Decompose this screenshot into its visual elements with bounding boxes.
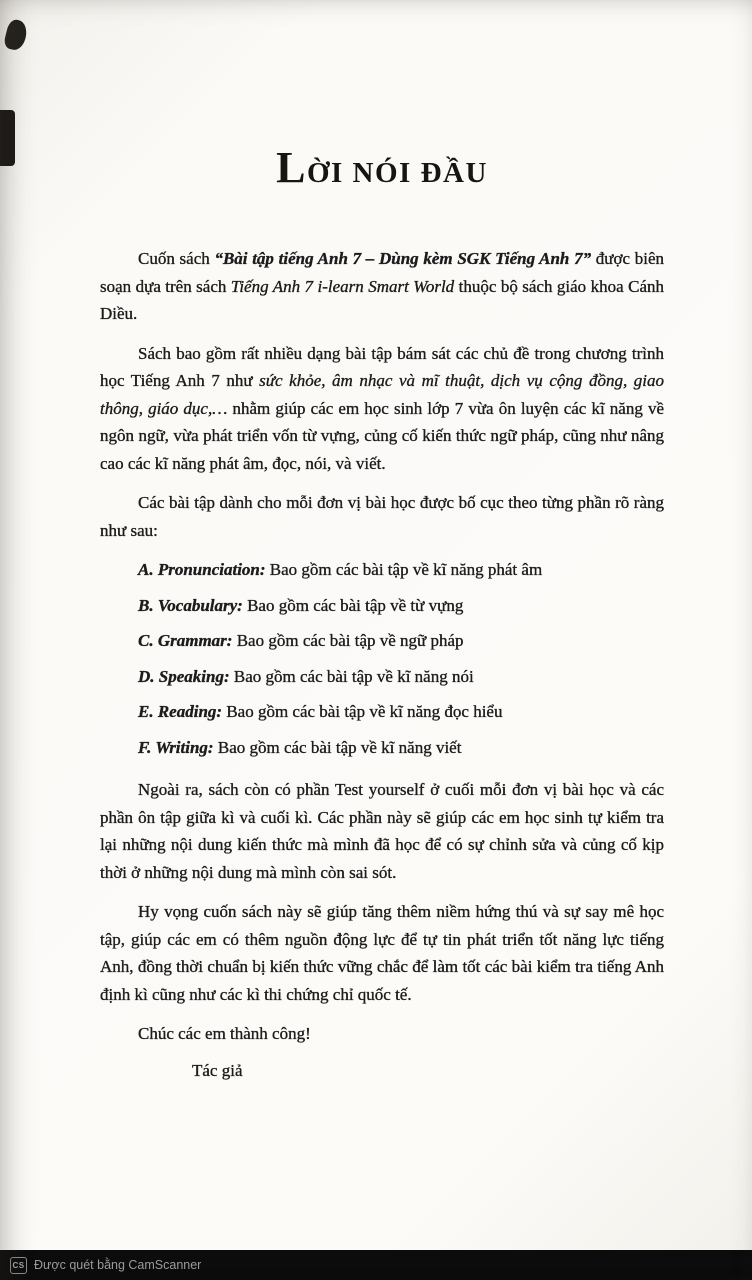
section-label: B. Vocabulary: — [138, 595, 243, 615]
section-list — [100, 556, 664, 761]
camscanner-bar — [0, 1250, 752, 1280]
section-label: D. Speaking: — [138, 666, 230, 686]
paragraph-intro — [100, 245, 664, 328]
preface-content — [100, 143, 665, 1084]
title-rest: ỜI NÓI ĐẦU — [306, 157, 488, 189]
list-item — [138, 698, 664, 726]
topics-italic-text: sức khỏe, âm nhạc và mĩ thuật, dịch vụ cộng đồng, giao thông, giáo dục,… — [100, 371, 664, 418]
list-item — [138, 627, 664, 655]
section-desc: Bao gồm các bài tập về kĩ năng nói — [229, 666, 474, 686]
text-segment: nhằm giúp các em học sinh lớp 7 vừa ôn luyện các kĩ năng về ngôn ngữ, vừa phát triển vốn từ vựng, củng cố kiến thức ngữ pháp, cũng như nâng cao các kĩ năng phát âm, đọc, nói, và viết. — [100, 398, 664, 473]
section-label: C. Grammar: — [138, 631, 233, 650]
paragraph-overview — [100, 340, 664, 478]
text-segment: Cuốn sách — [138, 249, 215, 268]
text-segment: thuộc bộ sách giáo khoa Cánh Diều. — [100, 276, 664, 323]
closing-wish: Chúc các em thành công! — [138, 1024, 311, 1043]
text-segment: Sách bao gồm rất nhiều dạng bài tập bám sát các chủ đề trong chương trình học Tiếng Anh 7 như — [100, 343, 664, 390]
section-label: E. Reading: — [138, 702, 223, 721]
section-desc: Bao gồm các bài tập về từ vựng — [242, 595, 464, 615]
list-item — [138, 734, 664, 762]
title-drop-cap: L — [276, 143, 307, 192]
scan-artifact-left-edge — [0, 110, 15, 166]
section-desc: Bao gồm các bài tập về ngữ pháp — [232, 631, 464, 650]
section-desc: Bao gồm các bài tập về kĩ năng đọc hiểu — [222, 702, 503, 721]
page-title — [100, 143, 664, 195]
section-desc: Bao gồm các bài tập về kĩ năng viết — [213, 737, 462, 757]
scan-artifact-top-left — [3, 18, 30, 52]
list-item — [138, 663, 664, 691]
book-title-text: “Bài tập tiếng Anh 7 – Dùng kèm SGK Tiếng Anh 7” — [214, 249, 592, 268]
list-item — [138, 556, 664, 584]
referenced-book-text: Tiếng Anh 7 i-learn Smart World — [230, 276, 455, 296]
author-signature: Tác giả — [192, 1060, 243, 1080]
paragraph-structure-intro: Các bài tập dành cho mỗi đơn vị bài học được bố cục theo từng phần rõ ràng như sau: — [100, 493, 664, 540]
paragraph-test-yourself: Ngoài ra, sách còn có phần Test yourself ở cuối mỗi đơn vị bài học và các phần ôn tập giữa kì và cuối kì. Các phần này sẽ giúp các em học sinh tự kiểm tra lại những nội dung kiến thức mà mình đã học để có sự chỉnh sửa và củng cố kịp thời ở những nội dung mà mình còn sai sót. — [100, 780, 664, 882]
camscanner-icon: CS — [10, 1257, 27, 1274]
list-item — [138, 592, 664, 620]
paragraph-hope: Hy vọng cuốn sách này sẽ giúp tăng thêm niềm hứng thú và sự say mê học tập, giúp các em có thêm nguồn động lực để tự tin phát triển tốt năng lực tiếng Anh, đồng thời chuẩn bị kiến thức vững chắc để làm tốt các bài kiểm tra tiếng Anh định kì cũng như các kì thi chứng chỉ quốc tế. — [100, 902, 664, 1004]
camscanner-watermark-text: Được quét bằng CamScanner — [34, 1258, 202, 1272]
text-segment: được biên soạn dựa trên sách — [100, 249, 665, 296]
section-desc: Bao gồm các bài tập về kĩ năng phát âm — [265, 560, 543, 579]
section-label: A. Pronunciation: — [138, 560, 266, 579]
section-label: F. Writing: — [138, 737, 214, 757]
